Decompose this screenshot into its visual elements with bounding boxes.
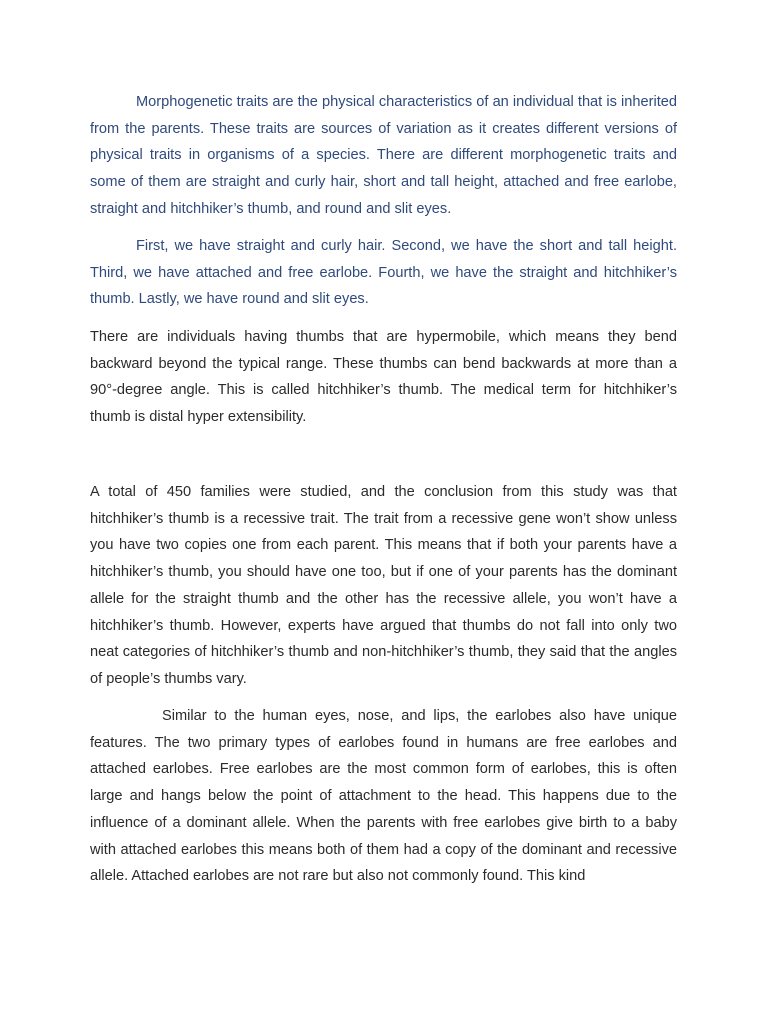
paragraph-family-study: A total of 450 families were studied, and the conclusion from this study was that hitchhiker’s thumb is a recessive trait. The trait from a recessive gene won’t show unless you have two copies one from each parent. This means that if both your parents have a hitchhiker’s thumb, you should have one too, but if one of your parents has the dominant allele for the straight thumb and the other has the recessive allele, you won’t have a hitchhiker’s thumb. However, experts have argued that thumbs do not fall into only two neat categories of hitchhiker’s thumb and non-hitchhiker’s thumb, they said that the angles of people’s thumbs vary.	[90, 484, 677, 687]
paragraph-hypermobile-thumbs: There are individuals having thumbs that are hypermobile, which means they bend backward beyond the typical range. These thumbs can bend backwards at more than a 90°-degree angle. This is called hitchhiker’s thumb. The medical term for hitchhiker’s thumb is distal hyper extensibility.	[90, 329, 677, 426]
paragraph-earlobes: Similar to the human eyes, nose, and lips, the earlobes also have unique features. The two primary types of earlobes found in humans are free earlobes and attached earlobes. Free earlobes are the most common form of earlobes, this is often large and hangs below the point of attachment to the head. This happens due to the influence of a dominant allele. When the parents with free earlobes give birth to a baby with attached earlobes this means both of them had a copy of the dominant and recessive allele. Attached earlobes are not rare but also not commonly found. This kind	[90, 708, 677, 885]
paragraph-trait-list: First, we have straight and curly hair. Second, we have the short and tall height. Third, we have attached and free earlobe. Fourth, we have the straight and hitchhiker’s thumb. Lastly, we have round and slit eyes.	[90, 238, 677, 308]
paragraph-morphogenetic-traits: Morphogenetic traits are the physical characteristics of an individual that is inherited from the parents. These traits are sources of variation as it creates different versions of physical traits in organisms of a species. There are different morphogenetic traits and some of them are straight and curly hair, short and tall height, attached and free earlobe, straight and hitchhiker’s thumb, and round and slit eyes.	[90, 94, 677, 217]
